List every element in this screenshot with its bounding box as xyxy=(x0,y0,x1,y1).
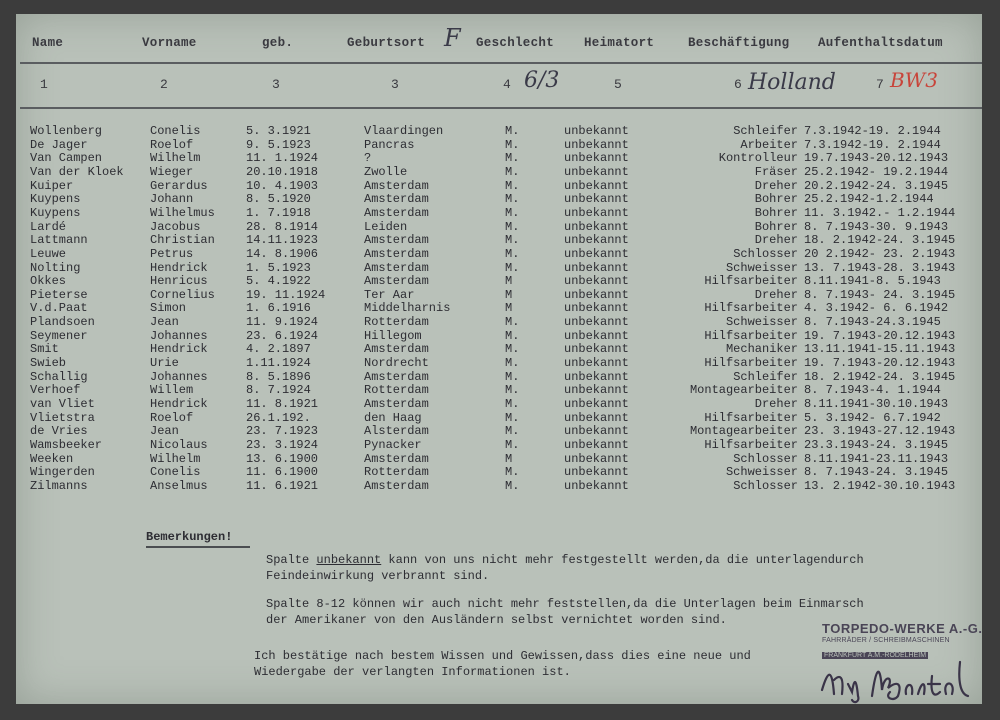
row-aufenthaltsdatum: 25.2.1942- 19.2.1944 xyxy=(804,164,949,179)
row-geburtsort: Middelharnis xyxy=(364,301,451,316)
row-aufenthaltsdatum: 25.2.1942-1.2.1944 xyxy=(804,192,934,207)
column-number-3a: 3 xyxy=(272,77,280,92)
row-vorname: Urie xyxy=(150,356,179,371)
row-aufenthaltsdatum: 13.11.1941-15.11.1943 xyxy=(804,342,956,357)
row-aufenthaltsdatum: 7.3.1942-19. 2.1944 xyxy=(804,124,941,138)
row-heimatort: unbekannt xyxy=(564,274,629,289)
row-beschaeftigung: Hilfsarbeiter xyxy=(704,356,798,371)
row-geburtsort: Amsterdam xyxy=(364,192,429,207)
row-heimatort: unbekannt xyxy=(564,124,629,138)
row-aufenthaltsdatum: 20.2.1942-24. 3.1945 xyxy=(804,178,949,193)
row-heimatort: unbekannt xyxy=(564,315,629,330)
row-aufenthaltsdatum: 19. 7.1943-20.12.1943 xyxy=(804,356,956,371)
row-name: Kuiper xyxy=(30,178,74,193)
row-heimatort: unbekannt xyxy=(564,246,629,261)
header-name: Name xyxy=(32,36,64,50)
row-beschaeftigung: Hilfsarbeiter xyxy=(704,274,798,289)
table-row xyxy=(0,261,1000,275)
row-vorname: Petrus xyxy=(150,246,194,261)
row-name: Seymener xyxy=(30,328,88,343)
row-aufenthaltsdatum: 13. 2.1942-30.10.1943 xyxy=(804,478,956,493)
row-aufenthaltsdatum: 5. 3.1942- 6.7.1942 xyxy=(804,410,941,425)
row-vorname: Willem xyxy=(150,383,194,398)
row-beschaeftigung: Bohrer xyxy=(754,219,798,234)
row-name: V.d.Paat xyxy=(30,301,88,316)
table-row xyxy=(0,479,1000,493)
row-heimatort: unbekannt xyxy=(564,260,629,275)
row-aufenthaltsdatum: 8. 7.1943-24.3.1945 xyxy=(804,315,941,330)
row-name: Leuwe xyxy=(30,246,67,261)
certification-line-1: Ich bestätige nach bestem Wissen und Gewissen,dass dies eine neue und xyxy=(254,649,751,663)
table-row xyxy=(0,206,1000,220)
table-row xyxy=(0,411,1000,425)
row-heimatort: unbekannt xyxy=(564,301,629,316)
row-vorname: Wilhelm xyxy=(150,151,201,166)
row-geb: 1. 5.1923 xyxy=(246,260,311,275)
row-geburtsort: Rotterdam xyxy=(364,315,429,330)
row-geburtsort: Amsterdam xyxy=(364,260,429,275)
table-row xyxy=(0,165,1000,179)
row-beschaeftigung: Hilfsarbeiter xyxy=(704,437,798,452)
row-beschaeftigung: Schweisser xyxy=(725,315,798,330)
row-beschaeftigung: Bohrer xyxy=(754,205,798,220)
row-aufenthaltsdatum: 18. 2.1942-24. 3.1945 xyxy=(804,369,956,384)
row-name: Van der Kloek xyxy=(30,164,124,179)
row-name: Nolting xyxy=(30,260,81,275)
row-beschaeftigung: Hilfsarbeiter xyxy=(704,410,798,425)
row-name: Lattmann xyxy=(30,233,88,248)
row-heimatort: unbekannt xyxy=(564,164,629,179)
row-geschlecht: M. xyxy=(505,356,520,371)
row-name: Van Campen xyxy=(30,151,103,166)
row-geburtsort: Rotterdam xyxy=(364,465,429,480)
table-row xyxy=(0,315,1000,329)
row-beschaeftigung: Schlosser xyxy=(733,478,798,493)
row-vorname: Conelis xyxy=(150,465,201,480)
table-row xyxy=(0,342,1000,356)
row-vorname: Wilhelmus xyxy=(150,205,215,220)
row-geschlecht: M. xyxy=(505,315,520,330)
row-geb: 14.11.1923 xyxy=(246,233,319,248)
row-geb: 26.1.192. xyxy=(246,410,311,425)
column-number-2: 2 xyxy=(160,77,168,92)
row-geb: 11. 1.1924 xyxy=(246,151,319,166)
row-aufenthaltsdatum: 11. 3.1942.- 1.2.1944 xyxy=(804,205,956,220)
row-heimatort: unbekannt xyxy=(564,478,629,493)
row-beschaeftigung: Arbeiter xyxy=(740,137,798,152)
row-geschlecht: M. xyxy=(505,342,520,357)
row-name: Weeken xyxy=(30,451,74,466)
row-geschlecht: M. xyxy=(505,219,520,234)
row-name: Wamsbeeker xyxy=(30,437,103,452)
row-beschaeftigung: Montagearbeiter xyxy=(689,424,798,439)
table-row xyxy=(0,383,1000,397)
row-geburtsort: Amsterdam xyxy=(364,178,429,193)
row-name: Lardé xyxy=(30,219,67,234)
row-geburtsort: Ter Aar xyxy=(364,287,415,302)
handwritten-holland: Holland xyxy=(748,70,836,95)
row-beschaeftigung: Dreher xyxy=(754,287,798,302)
row-name: Plandsoen xyxy=(30,315,95,330)
row-beschaeftigung: Fräser xyxy=(754,164,798,179)
row-geb: 9. 5.1923 xyxy=(246,137,311,152)
table-row xyxy=(0,288,1000,302)
stamp-company-name: TORPEDO-WERKE A.-G. xyxy=(822,621,983,636)
row-geschlecht: M. xyxy=(505,410,520,425)
row-aufenthaltsdatum: 8. 7.1943-24. 3.1945 xyxy=(804,465,949,480)
row-vorname: Roelof xyxy=(150,137,194,152)
row-heimatort: unbekannt xyxy=(564,369,629,384)
row-vorname: Hendrick xyxy=(150,397,208,411)
row-aufenthaltsdatum: 19. 7.1943-20.12.1943 xyxy=(804,328,956,343)
row-geburtsort: den Haag xyxy=(364,410,422,425)
row-name: Verhoef xyxy=(30,383,81,398)
column-number-rule xyxy=(20,107,982,109)
row-vorname: Conelis xyxy=(150,124,201,138)
row-heimatort: unbekannt xyxy=(564,328,629,343)
row-heimatort: unbekannt xyxy=(564,192,629,207)
row-name: van Vliet xyxy=(30,397,95,411)
row-aufenthaltsdatum: 8. 7.1943- 24. 3.1945 xyxy=(804,287,956,302)
row-geburtsort: Vlaardingen xyxy=(364,124,444,138)
header-vorname: Vorname xyxy=(142,36,197,50)
handwritten-fraction: 6/3 xyxy=(524,68,560,93)
row-beschaeftigung: Schweisser xyxy=(725,260,798,275)
row-geschlecht: M. xyxy=(505,260,520,275)
row-geschlecht: M. xyxy=(505,424,520,439)
row-aufenthaltsdatum: 8.11.1941-23.11.1943 xyxy=(804,451,949,466)
table-row xyxy=(0,179,1000,193)
row-geb: 8. 7.1924 xyxy=(246,383,311,398)
row-name: Wingerden xyxy=(30,465,95,480)
row-geb: 8. 5.1896 xyxy=(246,369,311,384)
table-row xyxy=(0,465,1000,479)
column-number-3b: 3 xyxy=(391,77,399,92)
row-heimatort: unbekannt xyxy=(564,137,629,152)
row-geb: 19. 11.1924 xyxy=(246,287,326,302)
row-aufenthaltsdatum: 4. 3.1942- 6. 6.1942 xyxy=(804,301,949,316)
row-heimatort: unbekannt xyxy=(564,465,629,480)
row-geschlecht: M. xyxy=(505,178,520,193)
row-geburtsort: Amsterdam xyxy=(364,397,429,411)
stamp-products: FAHRRÄDER / SCHREIBMASCHINEN xyxy=(822,637,950,644)
row-geburtsort: Hillegom xyxy=(364,328,422,343)
certification-line-2: Wiedergabe der verlangten Informationen ist. xyxy=(254,665,571,679)
remark-paragraph-1 xyxy=(266,552,982,584)
table-row xyxy=(0,356,1000,370)
row-geburtsort: Amsterdam xyxy=(364,205,429,220)
row-vorname: Johannes xyxy=(150,328,208,343)
row-geb: 5. 3.1921 xyxy=(246,124,311,138)
row-geb: 23. 3.1924 xyxy=(246,437,319,452)
remark-1-underlined: unbekannt xyxy=(316,553,382,567)
row-vorname: Jacobus xyxy=(150,219,201,234)
row-vorname: Hendrick xyxy=(150,342,208,357)
row-name: De Jager xyxy=(30,137,88,152)
row-geburtsort: Pancras xyxy=(364,137,415,152)
row-heimatort: unbekannt xyxy=(564,437,629,452)
row-heimatort: unbekannt xyxy=(564,424,629,439)
remark-2-line-1: Spalte 8-12 können wir auch nicht mehr feststellen,da die Unterlagen beim Einmarsch xyxy=(266,597,864,611)
header-geburtsort: Geburtsort xyxy=(347,36,426,50)
column-number-7: 7 xyxy=(876,77,884,92)
row-beschaeftigung: Hilfsarbeiter xyxy=(704,301,798,316)
table-row xyxy=(0,370,1000,384)
remark-1-start: Spalte xyxy=(266,553,317,567)
table-row xyxy=(0,138,1000,152)
row-geb: 11. 6.1921 xyxy=(246,478,319,493)
row-geburtsort: Nordrecht xyxy=(364,356,429,371)
row-aufenthaltsdatum: 7.3.1942-19. 2.1944 xyxy=(804,137,941,152)
remarks-underline xyxy=(146,546,250,548)
row-name: Schallig xyxy=(30,369,88,384)
remark-1-rest: kann von uns nicht mehr festgestellt werden,da die unterlagendurch xyxy=(381,553,864,567)
row-geburtsort: ? xyxy=(364,151,372,166)
table-row xyxy=(0,438,1000,452)
row-geschlecht: M. xyxy=(505,383,520,398)
row-geschlecht: M xyxy=(505,287,513,302)
row-heimatort: unbekannt xyxy=(564,287,629,302)
row-beschaeftigung: Bohrer xyxy=(754,192,798,207)
row-geburtsort: Amsterdam xyxy=(364,342,429,357)
row-geburtsort: Amsterdam xyxy=(364,246,429,261)
table-row xyxy=(0,192,1000,206)
row-aufenthaltsdatum: 8. 7.1943-30. 9.1943 xyxy=(804,219,949,234)
row-heimatort: unbekannt xyxy=(564,451,629,466)
row-vorname: Simon xyxy=(150,301,187,316)
column-number-4: 4 xyxy=(503,77,511,92)
row-geschlecht: M xyxy=(505,301,513,316)
column-number-5: 5 xyxy=(614,77,622,92)
row-geburtsort: Amsterdam xyxy=(364,369,429,384)
row-vorname: Johann xyxy=(150,192,194,207)
remark-1-line-2: Feindeinwirkung verbrannt sind. xyxy=(266,569,490,583)
row-beschaeftigung: Schleifer xyxy=(733,124,798,138)
row-geburtsort: Amsterdam xyxy=(364,274,429,289)
row-name: Swieb xyxy=(30,356,67,371)
row-beschaeftigung: Schlosser xyxy=(733,451,798,466)
row-vorname: Henricus xyxy=(150,274,208,289)
row-geburtsort: Zwolle xyxy=(364,164,408,179)
header-geschlecht: Geschlecht xyxy=(476,36,555,50)
row-heimatort: unbekannt xyxy=(564,205,629,220)
remarks-title: Bemerkungen! xyxy=(146,530,233,544)
row-geschlecht: M. xyxy=(505,164,520,179)
red-handwritten-mark: BW3 xyxy=(890,68,938,92)
row-aufenthaltsdatum: 18. 2.1942-24. 3.1945 xyxy=(804,233,956,248)
row-vorname: Anselmus xyxy=(150,478,208,493)
row-beschaeftigung: Kontrolleur xyxy=(718,151,798,166)
row-geschlecht: M. xyxy=(505,478,520,493)
header-heimatort: Heimatort xyxy=(584,36,655,50)
row-geb: 14. 8.1906 xyxy=(246,246,319,261)
row-name: Kuypens xyxy=(30,205,81,220)
row-vorname: Christian xyxy=(150,233,215,248)
table-row xyxy=(0,274,1000,288)
table-row xyxy=(0,247,1000,261)
row-geburtsort: Alsterdam xyxy=(364,424,429,439)
row-geschlecht: M xyxy=(505,274,513,289)
row-name: de Vries xyxy=(30,424,88,439)
table-row xyxy=(0,151,1000,165)
row-heimatort: unbekannt xyxy=(564,151,629,166)
handwritten-f: F xyxy=(444,24,461,52)
row-geb: 10. 4.1903 xyxy=(246,178,319,193)
row-vorname: Gerardus xyxy=(150,178,208,193)
row-geschlecht: M. xyxy=(505,369,520,384)
row-geschlecht: M. xyxy=(505,192,520,207)
row-vorname: Cornelius xyxy=(150,287,215,302)
row-beschaeftigung: Dreher xyxy=(754,233,798,248)
header-aufenthaltsdatum: Aufenthaltsdatum xyxy=(818,36,943,50)
row-heimatort: unbekannt xyxy=(564,219,629,234)
row-geschlecht: M. xyxy=(505,397,520,411)
row-beschaeftigung: Schweisser xyxy=(725,465,798,480)
row-geschlecht: M. xyxy=(505,437,520,452)
row-geb: 5. 4.1922 xyxy=(246,274,311,289)
row-geschlecht: M xyxy=(505,451,513,466)
row-geburtsort: Amsterdam xyxy=(364,478,429,493)
row-beschaeftigung: Schleifer xyxy=(733,369,798,384)
row-geschlecht: M. xyxy=(505,233,520,248)
row-geb: 13. 6.1900 xyxy=(246,451,319,466)
row-geschlecht: M. xyxy=(505,246,520,261)
table-row xyxy=(0,233,1000,247)
row-geb: 1. 7.1918 xyxy=(246,205,311,220)
row-aufenthaltsdatum: 23. 3.1943-27.12.1943 xyxy=(804,424,956,439)
table-row xyxy=(0,220,1000,234)
signature xyxy=(818,650,978,706)
row-heimatort: unbekannt xyxy=(564,397,629,411)
row-beschaeftigung: Hilfsarbeiter xyxy=(704,328,798,343)
row-vorname: Jean xyxy=(150,315,179,330)
row-geburtsort: Pynacker xyxy=(364,437,422,452)
row-vorname: Johannes xyxy=(150,369,208,384)
table-row xyxy=(0,329,1000,343)
row-geb: 23. 7.1923 xyxy=(246,424,319,439)
row-beschaeftigung: Schlosser xyxy=(733,246,798,261)
table-row xyxy=(0,301,1000,315)
row-beschaeftigung: Mechaniker xyxy=(725,342,798,357)
row-geb: 28. 8.1914 xyxy=(246,219,319,234)
table-row xyxy=(0,452,1000,466)
row-name: Pieterse xyxy=(30,287,88,302)
row-geb: 11. 8.1921 xyxy=(246,397,319,411)
header-geb: geb. xyxy=(262,36,294,50)
table-row xyxy=(0,124,1000,138)
row-aufenthaltsdatum: 8.11.1941-8. 5.1943 xyxy=(804,274,941,289)
row-geschlecht: M. xyxy=(505,137,520,152)
row-aufenthaltsdatum: 23.3.1943-24. 3.1945 xyxy=(804,437,949,452)
row-heimatort: unbekannt xyxy=(564,342,629,357)
remark-2-line-2: der Amerikaner von den Ausländern selbst vernichtet worden sind. xyxy=(266,613,727,627)
row-geburtsort: Amsterdam xyxy=(364,233,429,248)
row-heimatort: unbekannt xyxy=(564,233,629,248)
row-name: Okkes xyxy=(30,274,67,289)
row-geb: 23. 6.1924 xyxy=(246,328,319,343)
row-aufenthaltsdatum: 19.7.1943-20.12.1943 xyxy=(804,151,949,166)
table-row xyxy=(0,397,1000,411)
row-aufenthaltsdatum: 20 2.1942- 23. 2.1943 xyxy=(804,246,956,261)
row-name: Wollenberg xyxy=(30,124,103,138)
row-name: Smit xyxy=(30,342,59,357)
header-rule xyxy=(20,62,982,64)
row-vorname: Hendrick xyxy=(150,260,208,275)
row-geb: 4. 2.1897 xyxy=(246,342,311,357)
row-aufenthaltsdatum: 8.11.1941-30.10.1943 xyxy=(804,397,949,411)
row-beschaeftigung: Dreher xyxy=(754,178,798,193)
row-beschaeftigung: Dreher xyxy=(754,397,798,411)
stamp-location: FRANKFURT A.M.-RÖDELHEIM xyxy=(824,652,927,659)
row-geb: 11. 9.1924 xyxy=(246,315,319,330)
row-heimatort: unbekannt xyxy=(564,356,629,371)
row-vorname: Wieger xyxy=(150,164,194,179)
header-beschaeftigung: Beschäftigung xyxy=(688,36,790,50)
row-geschlecht: M. xyxy=(505,124,520,138)
row-heimatort: unbekannt xyxy=(564,178,629,193)
row-name: Zilmanns xyxy=(30,478,88,493)
row-geburtsort: Amsterdam xyxy=(364,451,429,466)
row-geschlecht: M. xyxy=(505,328,520,343)
row-geburtsort: Leiden xyxy=(364,219,408,234)
row-geb: 1.11.1924 xyxy=(246,356,311,371)
row-geschlecht: M. xyxy=(505,205,520,220)
row-geb: 20.10.1918 xyxy=(246,164,319,179)
row-geschlecht: M. xyxy=(505,151,520,166)
column-number-6: 6 xyxy=(734,77,742,92)
row-vorname: Jean xyxy=(150,424,179,439)
row-name: Vlietstra xyxy=(30,410,95,425)
column-number-1: 1 xyxy=(40,77,48,92)
row-heimatort: unbekannt xyxy=(564,410,629,425)
row-geburtsort: Rotterdam xyxy=(364,383,429,398)
row-vorname: Nicolaus xyxy=(150,437,208,452)
row-geb: 11. 6.1900 xyxy=(246,465,319,480)
row-aufenthaltsdatum: 13. 7.1943-28. 3.1943 xyxy=(804,260,956,275)
row-geschlecht: M. xyxy=(505,465,520,480)
row-aufenthaltsdatum: 8. 7.1943-4. 1.1944 xyxy=(804,383,941,398)
table-row xyxy=(0,424,1000,438)
row-geb: 1. 6.1916 xyxy=(246,301,311,316)
row-vorname: Roelof xyxy=(150,410,194,425)
row-geb: 8. 5.1920 xyxy=(246,192,311,207)
row-heimatort: unbekannt xyxy=(564,383,629,398)
row-beschaeftigung: Montagearbeiter xyxy=(689,383,798,398)
row-vorname: Wilhelm xyxy=(150,451,201,466)
row-name: Kuypens xyxy=(30,192,81,207)
